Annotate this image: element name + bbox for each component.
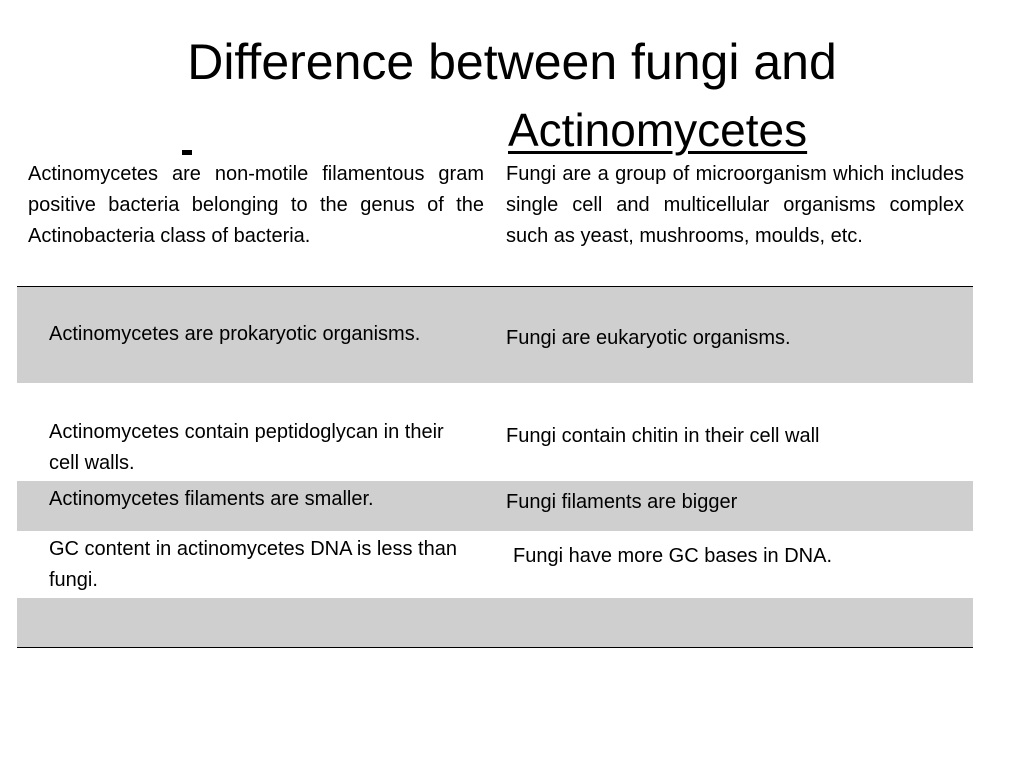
table-bottom-rule <box>17 647 973 648</box>
row-6-band <box>17 598 973 647</box>
stray-dash-mark <box>182 150 192 155</box>
row-4-fungi-cell: Fungi filaments are bigger <box>506 491 738 513</box>
slide-title-underlined: Actinomycetes <box>508 104 808 156</box>
row-3-actinomycetes-cell: Actinomycetes contain peptidoglycan in their cell walls. <box>49 421 444 474</box>
row-3-fungi-cell: Fungi contain chitin in their cell wall <box>506 425 820 447</box>
row-2-fungi-cell: Fungi are eukaryotic organisms. <box>506 327 791 349</box>
slide-title: Difference between fungi and <box>187 34 837 90</box>
row-1-actinomycetes-cell: Actinomycetes are non-motile filamentous gram positive bacteria belonging to the genus of the Actinobacteria class of bacteria. <box>28 163 484 247</box>
row-5-actinomycetes-cell: GC content in actinomycetes DNA is less than fungi. <box>49 538 457 591</box>
row-1-fungi-cell: Fungi are a group of microorganism which includes single cell and multicellular organisms complex such as yeast, mushrooms, moulds, etc. <box>506 163 964 247</box>
row-2-actinomycetes-cell: Actinomycetes are prokaryotic organisms. <box>49 323 421 345</box>
row-5-fungi-cell: Fungi have more GC bases in DNA. <box>513 545 833 567</box>
row-4-actinomycetes-cell: Actinomycetes filaments are smaller. <box>49 488 374 510</box>
